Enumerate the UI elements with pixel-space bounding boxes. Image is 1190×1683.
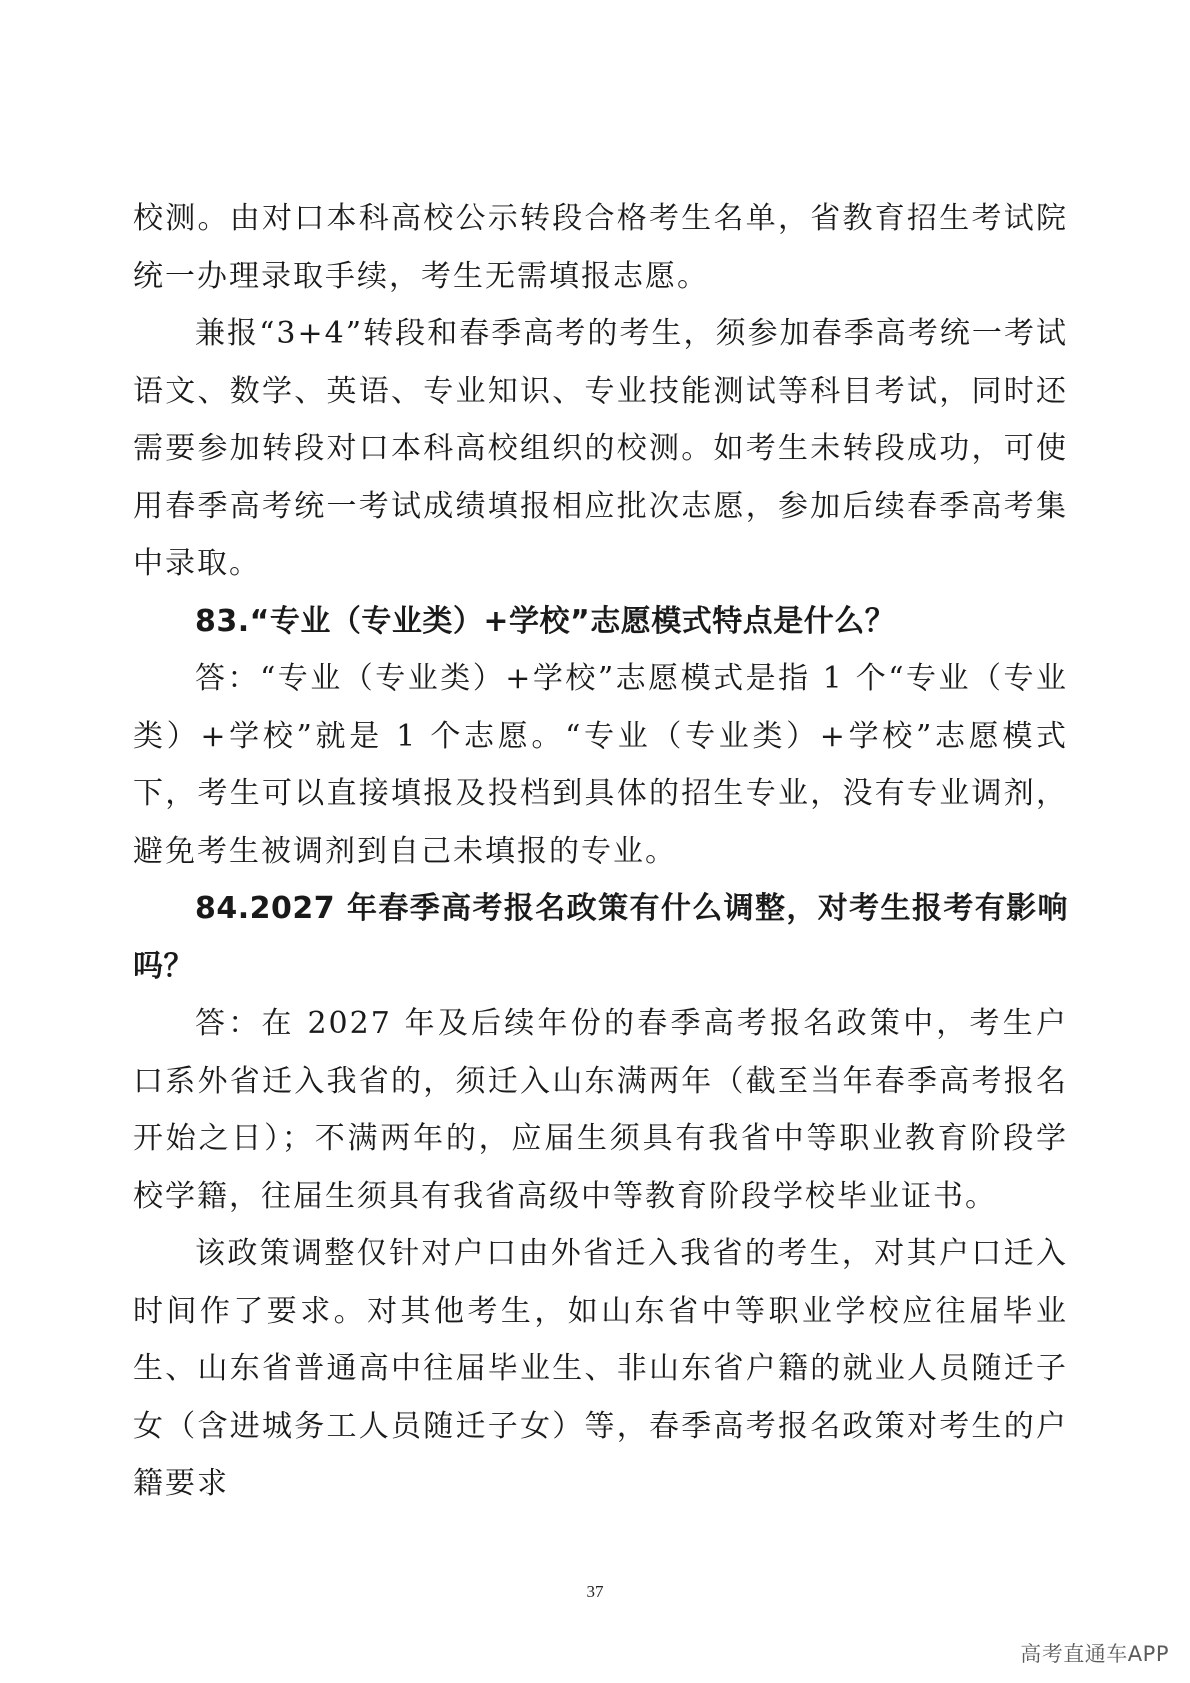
paragraph: 兼报“3+4”转段和春季高考的考生，须参加春季高考统一考试语文、数学、英语、专业知识、专业技能测试等科目考试，同时还需要参加转段对口本科高校组织的校测。如考生未转段成功，可使用春季高考统一考试成绩填报相应批次志愿，参加后续春季高考集中录取。 [133, 316, 1068, 581]
body-text [133, 190, 1068, 1513]
answer-paragraph-83: 答：“专业（专业类）+学校”志愿模式是指 1 个“专业（专业类）+学校”就是 1 个志愿。“专业（专业类）+学校”志愿模式下，考生可以直接填报及投档到具体的招生专业，没有专业调剂，避免考生被调剂到自己未填报的专业。 [133, 661, 1068, 869]
question-heading-84: 84.2027 年春季高考报名政策有什么调整，对考生报考有影响吗？ [133, 891, 1068, 984]
question-heading-83: 83.“专业（专业类）+学校”志愿模式特点是什么？ [195, 603, 896, 639]
answer-paragraph-84: 答：在 2027 年及后续年份的春季高考报名政策中，考生户口系外省迁入我省的，须迁入山东满两年（截至当年春季高考报名开始之日）；不满两年的，应届生须具有我省中等职业教育阶段学校学籍，往届生须具有我省高级中等教育阶段学校毕业证书。 [133, 1006, 1068, 1214]
paragraph-continuation: 校测。由对口本科高校公示转段合格考生名单，省教育招生考试院统一办理录取手续，考生无需填报志愿。 [133, 201, 1068, 294]
page-number: 37 [586, 1582, 604, 1601]
paragraph: 该政策调整仅针对户口由外省迁入我省的考生，对其户口迁入时间作了要求。对其他考生，如山东省中等职业学校应往届毕业生、山东省普通高中往届毕业生、非山东省户籍的就业人员随迁子女（含进城务工人员随迁子女）等，春季高考报名政策对考生的户籍要求 [133, 1236, 1068, 1501]
watermark-text: 高考直通车APP [1020, 1642, 1169, 1666]
